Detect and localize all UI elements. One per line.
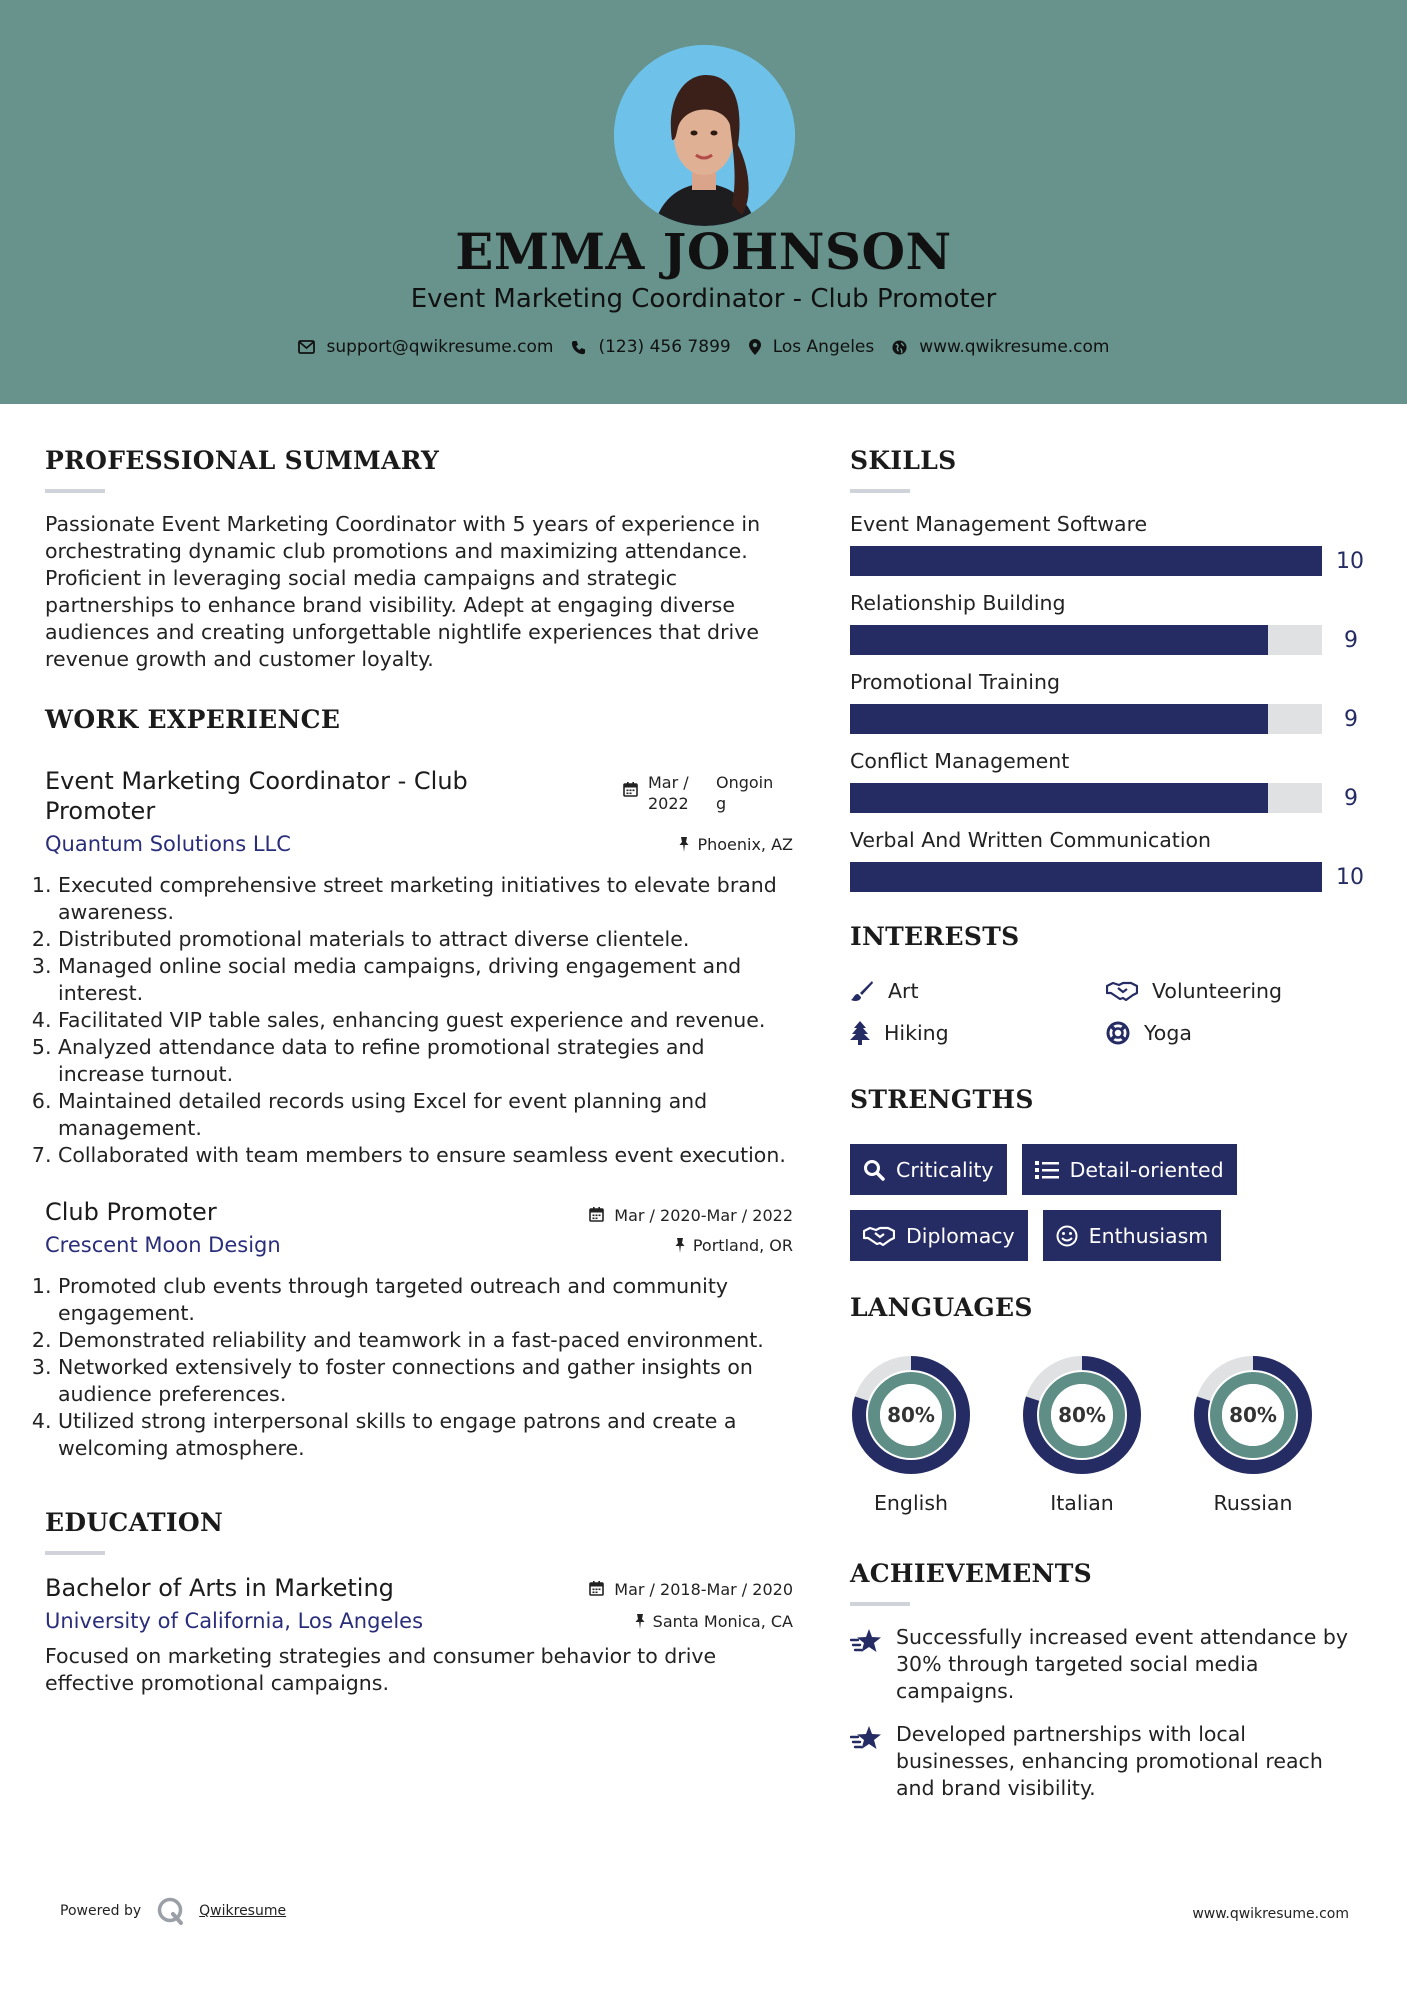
skill-value: 9 <box>1344 627 1358 653</box>
languages-list <box>850 1354 1365 1515</box>
achievement-item <box>850 1721 1365 1802</box>
job-bullets <box>39 1273 790 1462</box>
achievement-item <box>850 1624 1365 1705</box>
interests-grid <box>850 979 1365 1045</box>
skill-item <box>850 827 1365 892</box>
divider <box>45 489 105 493</box>
calendar-icon <box>589 1206 604 1222</box>
skill-value: 10 <box>1336 864 1364 890</box>
skills-list <box>850 511 1365 892</box>
language-item <box>850 1354 972 1515</box>
skill-bar-fill <box>850 704 1268 734</box>
education-location <box>635 1612 793 1631</box>
skills-heading: SKILLS <box>850 446 957 475</box>
bullet-item: 3. Networked extensively to foster connections and gather insights on audience preferences. <box>58 1354 790 1408</box>
calendar-icon <box>589 1580 604 1596</box>
school-name: University of California, Los Angeles <box>45 1609 424 1633</box>
interest-item <box>850 979 1106 1003</box>
strength-label: Diplomacy <box>906 1223 1015 1248</box>
language-name: Russian <box>1213 1491 1293 1515</box>
job-title: Event Marketing Coordinator - Club Promoter <box>45 767 468 825</box>
list-icon <box>1035 1160 1059 1180</box>
bullet-item: 1. Executed comprehensive street marketing initiatives to elevate brand awareness. <box>58 872 790 926</box>
bullet-item: 2. Distributed promotional materials to attract diverse clientele. <box>58 926 790 953</box>
skill-bar-track <box>850 862 1322 892</box>
avatar <box>614 45 795 226</box>
languages-section <box>850 1293 1365 1515</box>
skill-bar-fill <box>850 546 1322 576</box>
skill-bar-track <box>850 625 1322 655</box>
language-name: Italian <box>1050 1491 1114 1515</box>
location-text: Los Angeles <box>772 337 875 357</box>
bullet-item: 2. Demonstrated reliability and teamwork in a fast-paced environment. <box>58 1327 790 1354</box>
strengths-list <box>850 1144 1365 1261</box>
contact-phone[interactable] <box>571 337 730 357</box>
skill-bar-track <box>850 704 1322 734</box>
skill-item <box>850 511 1365 576</box>
contact-website[interactable] <box>892 337 1109 357</box>
achievement-text: Developed partnerships with local businesses, enhancing promotional reach and brand visibility. <box>896 1722 1323 1800</box>
language-percent: 80% <box>1058 1403 1106 1427</box>
work-heading: WORK EXPERIENCE <box>45 705 341 734</box>
handshake-icon <box>1106 980 1138 1002</box>
skill-bar-fill <box>850 625 1268 655</box>
skill-bar-track <box>850 783 1322 813</box>
job-date <box>623 766 780 826</box>
summary-section <box>45 446 790 673</box>
pushpin-icon <box>675 1238 685 1253</box>
education-text: Focused on marketing strategies and consumer behavior to drive effective promotional campaigns. <box>45 1644 717 1695</box>
job-date-start: Mar / 2022 <box>648 773 689 813</box>
skill-item <box>850 590 1365 655</box>
interests-heading: INTERESTS <box>850 922 1020 951</box>
divider <box>850 1602 910 1606</box>
lifering-icon <box>1106 1021 1130 1045</box>
job-entry <box>45 1197 793 1462</box>
strength-label: Criticality <box>896 1157 994 1182</box>
job-date-text: Mar / 2020-Mar / 2022 <box>614 1206 793 1225</box>
skill-name: Promotional Training <box>850 670 1060 694</box>
job-location-text: Phoenix, AZ <box>697 834 793 854</box>
language-percent: 80% <box>887 1403 935 1427</box>
skill-item <box>850 748 1365 813</box>
interest-item <box>1106 1021 1356 1045</box>
achievements-section <box>850 1559 1365 1802</box>
handshake-icon <box>863 1225 895 1247</box>
summary-text: Passionate Event Marketing Coordinator with 5 years of experience in orchestrating dynamic club promotions and maximizing attendance. Proficient in leveraging social media campaigns and strategic partnerships to enhance brand visibility. Adept at engaging diverse audiences and creating unforgettable nightlife experiences that drive revenue growth and customer loyalty. <box>45 512 761 671</box>
skill-name: Relationship Building <box>850 591 1066 615</box>
job-date <box>589 1197 793 1227</box>
smile-icon <box>1056 1225 1078 1247</box>
globe-icon <box>892 340 907 355</box>
education-heading: EDUCATION <box>45 1508 224 1537</box>
skill-value: 10 <box>1336 548 1364 574</box>
skill-name: Verbal And Written Communication <box>850 828 1212 852</box>
left-column <box>45 446 793 1697</box>
right-column <box>850 446 1365 1818</box>
pushpin-icon <box>635 1614 645 1629</box>
powered-by-text: Powered by <box>60 1903 142 1919</box>
education-location-text: Santa Monica, CA <box>652 1611 793 1631</box>
skill-name: Conflict Management <box>850 749 1070 773</box>
profile-photo <box>614 45 795 226</box>
language-name: English <box>873 1491 949 1515</box>
education-date <box>589 1573 793 1603</box>
interest-item <box>850 1021 1106 1045</box>
job-location <box>675 1236 793 1255</box>
brush-icon <box>850 980 874 1002</box>
phone-text: (123) 456 7899 <box>598 337 731 357</box>
tree-icon <box>850 1021 870 1045</box>
strength-label: Enthusiasm <box>1088 1223 1209 1248</box>
languages-heading: LANGUAGES <box>850 1293 1033 1322</box>
job-entry <box>45 766 793 1169</box>
bullet-item: 4. Facilitated VIP table sales, enhancing guest experience and revenue. <box>58 1007 790 1034</box>
summary-heading: PROFESSIONAL SUMMARY <box>45 446 440 475</box>
strength-badge <box>1022 1144 1237 1195</box>
calendar-icon <box>623 781 638 797</box>
company-name: Crescent Moon Design <box>45 1233 281 1257</box>
strength-badge <box>850 1210 1028 1261</box>
phone-icon <box>571 340 586 355</box>
education-section <box>45 1508 793 1697</box>
job-bullets <box>39 872 790 1169</box>
work-section <box>45 705 793 1462</box>
job-date-end: Ongoing <box>716 773 774 813</box>
divider <box>850 489 910 493</box>
strength-badge <box>850 1144 1007 1195</box>
skill-bar-fill <box>850 862 1322 892</box>
footer-website[interactable]: www.qwikresume.com <box>1192 1906 1349 1922</box>
candidate-title: Event Marketing Coordinator - Club Promoter <box>410 284 997 314</box>
language-donut <box>1192 1354 1314 1476</box>
education-date-text: Mar / 2018-Mar / 2020 <box>614 1580 793 1599</box>
skill-bar-track <box>850 546 1322 576</box>
job-title: Club Promoter <box>45 1198 217 1226</box>
interest-label: Yoga <box>1144 1021 1192 1045</box>
interests-section <box>850 922 1365 1045</box>
contact-location <box>749 337 875 357</box>
strength-badge <box>1043 1210 1222 1261</box>
bullet-item: 4. Utilized strong interpersonal skills to engage patrons and create a welcoming atmosphere. <box>58 1408 790 1462</box>
bullet-item: 7. Collaborated with team members to ensure seamless event execution. <box>58 1142 790 1169</box>
strengths-section <box>850 1085 1365 1261</box>
envelope-icon <box>298 340 315 354</box>
skills-section <box>850 446 1365 892</box>
bullet-item: 1. Promoted club events through targeted outreach and community engagement. <box>58 1273 790 1327</box>
divider <box>45 1551 105 1555</box>
shooting-star-icon <box>850 1724 882 1752</box>
skill-item <box>850 669 1365 734</box>
achievements-heading: ACHIEVEMENTS <box>850 1559 1092 1588</box>
company-name: Quantum Solutions LLC <box>45 832 291 856</box>
bullet-item: 3. Managed online social media campaigns, driving engagement and interest. <box>58 953 790 1007</box>
qwikresume-logo <box>155 1896 185 1926</box>
degree-title: Bachelor of Arts in Marketing <box>45 1574 394 1602</box>
skill-value: 9 <box>1344 706 1358 732</box>
contact-bar <box>0 337 1407 357</box>
email-text: support@qwikresume.com <box>326 337 554 357</box>
brand-link[interactable]: Qwikresume <box>199 1903 287 1919</box>
strengths-heading: STRENGTHS <box>850 1085 1034 1114</box>
job-location-text: Portland, OR <box>692 1235 793 1255</box>
website-text: www.qwikresume.com <box>919 337 1110 357</box>
skill-name: Event Management Software <box>850 512 1148 536</box>
language-percent: 80% <box>1229 1403 1277 1427</box>
skill-bar-fill <box>850 783 1268 813</box>
job-location <box>679 835 793 854</box>
language-item <box>1192 1354 1314 1515</box>
candidate-name: EMMA JOHNSON <box>455 222 952 281</box>
footer-powered <box>60 1896 286 1926</box>
search-icon <box>863 1159 885 1181</box>
bullet-item: 5. Analyzed attendance data to refine promotional strategies and increase turnout. <box>58 1034 790 1088</box>
bullet-item: 6. Maintained detailed records using Excel for event planning and management. <box>58 1088 790 1142</box>
skill-value: 9 <box>1344 785 1358 811</box>
map-pin-icon <box>749 339 761 355</box>
shooting-star-icon <box>850 1627 882 1655</box>
achievement-text: Successfully increased event attendance by 30% through targeted social media campaigns. <box>896 1625 1348 1703</box>
interest-label: Hiking <box>884 1021 949 1045</box>
language-donut <box>850 1354 972 1476</box>
interest-label: Art <box>888 979 919 1003</box>
interest-label: Volunteering <box>1152 979 1283 1003</box>
language-item <box>1021 1354 1143 1515</box>
header-banner <box>0 0 1407 404</box>
contact-email[interactable] <box>298 337 554 357</box>
language-donut <box>1021 1354 1143 1476</box>
interest-item <box>1106 979 1356 1003</box>
strength-label: Detail-oriented <box>1069 1157 1224 1182</box>
pushpin-icon <box>679 837 689 852</box>
